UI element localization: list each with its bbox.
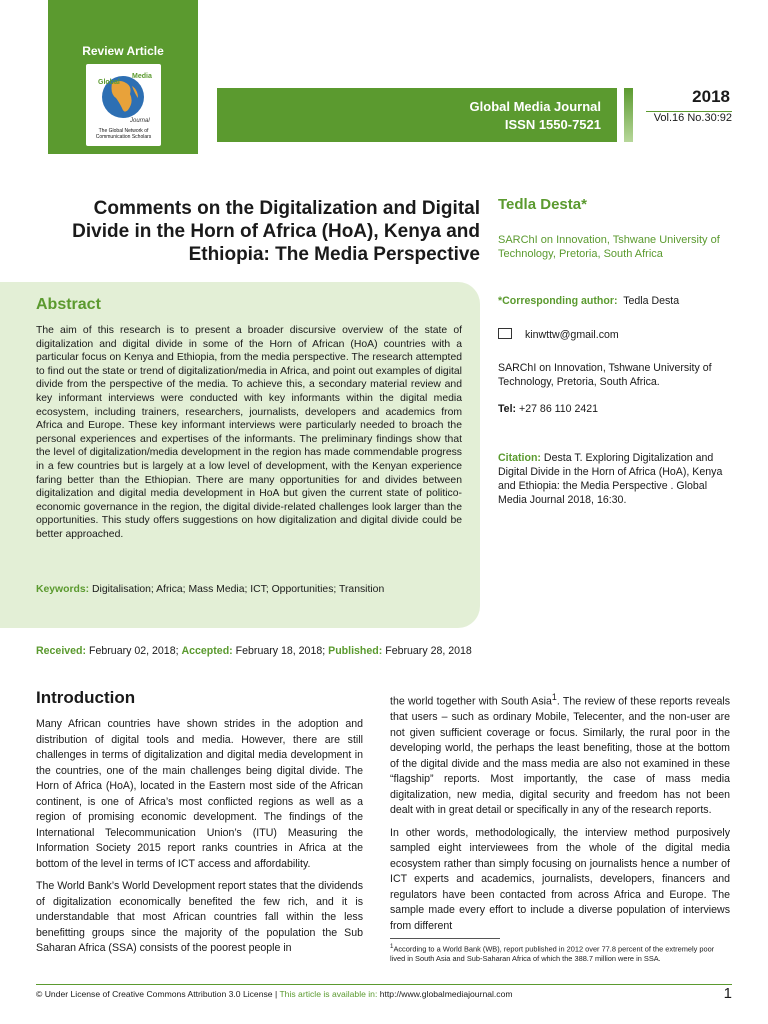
email-row [498,327,738,342]
email-icon [498,328,512,339]
telephone [498,402,738,416]
citation-text: Desta T. Exploring Digitalization and Digital Divide in the Horn of Africa (HoA), Kenya and Ethiopia: the Media Perspective . Global Media Journal 2018, 16:30. [498,452,723,506]
citation [498,451,738,507]
tel-label: Tel: [498,403,517,415]
publication-year: 2018 [692,87,730,106]
article-title: Comments on the Digitalization and Digital Divide in the Horn of Africa (HoA), Kenya and Ethiopia: The Media Perspective [72,198,480,265]
keywords [36,584,462,595]
paragraph-text: the world together with South Asia [390,695,552,708]
accepted-date: February 18, 2018; [235,645,326,657]
availability-label: This article is available in: [279,989,378,999]
abstract-panel [0,282,480,628]
contact-affiliation: SARChI on Innovation, Tshwane University of Technology, Pretoria, South Africa. [498,362,712,388]
body-right-column [390,690,730,941]
paragraph-text: . The review of these reports reveals that users – such as ordinary Mobile, Telecenter, and the non-user are not given sufficient coverage or focus. Similarly, the rural poor in the developing world, the perhaps the least benefiting, those at the bottom of the digital divide and the mass media are also not examined in these “flagship” reports. Most importantly, the case of mass media digitalization, new media, digital security and freedom has not been dealt with in great detail or specifically in any of the research reports. [390,695,730,817]
journal-url-link[interactable]: http://www.globalmediajournal.com [379,989,513,999]
published-label: Published: [328,645,383,657]
corresponding-author [498,294,738,308]
footnote-marker[interactable]: 1 [551,692,557,702]
introduction-heading: Introduction [36,688,136,707]
received-label: Received: [36,645,87,657]
journal-issn: ISSN 1550-7521 [504,117,601,132]
paragraph: Many African countries have shown strides in the adoption and distribution of digital tools and media. However, there are still challenges in terms of digitalization and digital media development in the countries, one of the main challenges being digital divide. The Horn of Africa (HoA), located in the Eastern most side of the African continent, is one of Africa’s most conflicted regions as well as a region of promising economic development. The findings of the International Telecommunication Union’s (ITU) Measuring the Information Society 2015 report ranks countries in Africa at the bottom of the level in terms of ICT access and affordability. [36,718,363,870]
journal-logo [86,64,161,146]
corresponding-author-name: Tedla Desta [623,295,680,307]
logo-text-global: Global [98,79,120,86]
logo-caption: The Global Network of Communication Scholars [95,128,152,140]
license-text: © Under License of Creative Commons Attribution 3.0 License | [36,989,278,999]
footnote-number: 1 [390,943,394,950]
paragraph: The World Bank’s World Development report states that the dividends of digitalization economically benefited the few rich, and it is understandable that most African countries fall within the less benefitting groups since the majority of the population the Sub Saharan Africa (SSA) consists of the poorest people in [36,880,363,954]
body-left-column [36,717,363,964]
keywords-label: Keywords: [36,584,90,595]
logo-text-media: Media [132,73,152,80]
logo-text-journal: Journal [130,118,150,124]
volume-issue: Vol.16 No.30:92 [653,112,732,124]
paragraph [390,690,730,819]
paragraph: In other words, methodologically, the interview method purposively sampled eight interviewees from the whole of the digital media ecosystem rather than simply focusing on journalists hence a number of ICT experts and academics, journalists, developers, financers and regulators have been contacted from across Africa and Europe. The sample made every effort to include a diverse population of interviews from different [390,826,730,932]
journal-name: Global Media Journal [469,99,601,114]
footnote-text: According to a World Bank (WB), report published in 2012 over 77.8 percent of the extremely poor lived in South Asia and Sub-Saharan Africa of which the 388.7 million were in SSA. [390,944,715,964]
accepted-label: Accepted: [181,645,233,657]
citation-label: Citation: [498,452,541,464]
footer-divider [36,984,732,985]
published-date: February 28, 2018 [385,645,472,657]
page-number: 1 [723,985,732,1002]
journal-banner [217,88,617,142]
author-affiliation: SARChI on Innovation, Tshwane University of Technology, Pretoria, South Africa [498,234,720,260]
article-type-label: Review Article [82,44,164,58]
footnote-divider [390,938,500,939]
tel-number: +27 86 110 2421 [519,403,599,415]
footnote [390,942,730,964]
article-dates [36,643,480,659]
author-name: Tedla Desta* [498,196,587,213]
email-address[interactable]: kinwttw@gmail.com [524,329,619,341]
corresponding-author-label: *Corresponding author: [498,295,618,307]
keywords-list: Digitalisation; Africa; Mass Media; ICT; Opportunities; Transition [92,584,385,595]
abstract-heading: Abstract [36,296,101,313]
banner-gradient-strip [624,88,633,142]
review-article-banner [48,0,198,154]
received-date: February 02, 2018; [89,645,179,657]
abstract-text: The aim of this research is to present a broader discursive overview of the state of digitalization and digital divide in some of the Horn of African (HoA) countries with a particular focus on Kenya and Ethiopia, from the media perspective. The research attempted to find out the state or trend of digitalization/media in Africa, and point out examples of digital divide from the perspective of the media. To achieve this, a secondary material review and key informant interviews were conducted with key informants within the digital media ecosystem, including trainers, researchers, journalists, developers and academics from Africa and Europe. These key informant interviews were particularly needed to broach the personal experiences and expertises of the informants. The preliminary findings show that the level of digitalization/media development in the region has made commendable progress in a few countries but is largely at a low level of development, with the Kenyan experience faring better than the Ethiopian. There are many opportunities for and divides between digitalization and digital media development in HoA but given the current state of politico-economic governance in the region, the digital divide-related challenges look larger than the opportunities. This study offers suggestions on how digitalization and digital divide could be better approached. [36,325,462,540]
globe-icon [86,64,161,128]
footer [36,989,513,999]
